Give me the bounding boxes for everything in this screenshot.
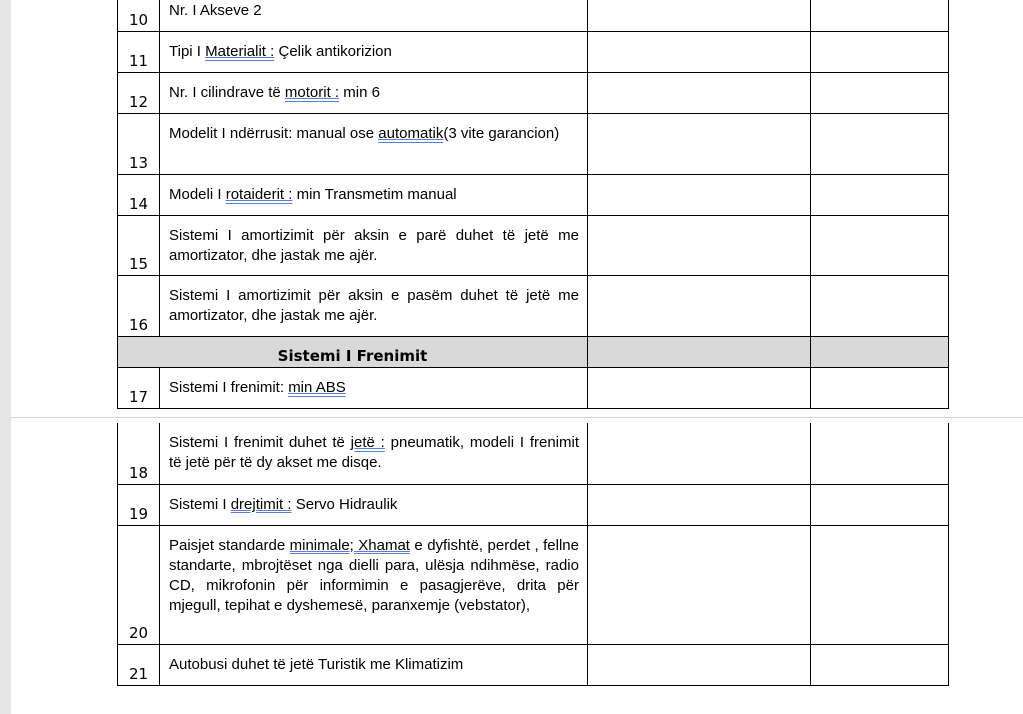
spellcheck-underlined-text: drejtimit : [230,495,292,513]
offer-cell[interactable] [588,216,811,276]
row-description[interactable]: Modelit I ndërrusit: manual ose automatik(3 vite garancion) [160,114,588,175]
section-header-row [118,337,949,368]
remark-cell[interactable] [811,337,949,368]
row-description[interactable]: Tipi I Materialit : Çelik antikorizion [160,32,588,73]
row-number: 18 [118,423,160,484]
table-row [118,216,949,276]
offer-cell[interactable] [588,644,811,685]
spellcheck-underlined-text: Materialit : [205,43,275,60]
row-number: 17 [118,368,160,409]
row-description[interactable]: Nr. I Akseve 2 [160,0,588,32]
table-row [118,276,949,337]
spellcheck-underlined-text: motorit : [284,84,340,101]
spellcheck-underlined-text: automatik [378,125,444,142]
remark-cell[interactable] [811,0,949,32]
table-row [118,368,949,409]
remark-cell[interactable] [811,114,949,175]
row-description[interactable]: Sistemi I frenimit: min ABS [160,368,588,409]
remark-cell[interactable] [811,73,949,114]
row-number: 15 [118,216,160,276]
table-row [118,0,949,32]
row-description[interactable]: Sistemi I amortizimit për aksin e pasëm duhet të jetë me amortizator, dhe jastak me ajër. [160,276,588,337]
row-description[interactable]: Sistemi I amortizimit për aksin e parë duhet të jetë me amortizator, dhe jastak me ajër. [160,216,588,276]
table-row [118,175,949,216]
specification-table-page-2 [117,423,949,686]
offer-cell[interactable] [588,368,811,409]
table-row [118,423,949,484]
remark-cell[interactable] [811,276,949,337]
table-row [118,644,949,685]
row-number: 19 [118,484,160,525]
remark-cell[interactable] [811,644,949,685]
table-row [118,73,949,114]
document-left-margin [0,0,11,714]
offer-cell[interactable] [588,423,811,484]
table-row [118,525,949,644]
spellcheck-underlined-text: min ABS [288,379,346,396]
offer-cell[interactable] [588,175,811,216]
offer-cell[interactable] [588,114,811,175]
offer-cell[interactable] [588,32,811,73]
row-description[interactable]: Modeli I rotaiderit : min Transmetim manual [160,175,588,216]
spellcheck-underlined-text: rotaiderit : [225,186,293,203]
offer-cell[interactable] [588,73,811,114]
offer-cell[interactable] [588,337,811,368]
specification-table-page-1 [117,0,949,409]
row-number: 21 [118,644,160,685]
row-description[interactable]: Sistemi I frenimit duhet të jetë : pneumatik, modeli I frenimit të jetë për të dy akset me disqe. [160,423,588,484]
row-number: 13 [118,114,160,175]
remark-cell[interactable] [811,525,949,644]
offer-cell[interactable] [588,525,811,644]
remark-cell[interactable] [811,32,949,73]
offer-cell[interactable] [588,276,811,337]
spellcheck-underlined-text: minimale; Xhamat [289,536,410,554]
row-number: 14 [118,175,160,216]
table-row [118,484,949,525]
remark-cell[interactable] [811,175,949,216]
remark-cell[interactable] [811,368,949,409]
row-number: 12 [118,73,160,114]
table-row [118,32,949,73]
row-number: 20 [118,525,160,644]
row-number: 10 [118,0,160,32]
row-number: 16 [118,276,160,337]
page-break [11,417,1023,418]
remark-cell[interactable] [811,484,949,525]
section-title: Sistemi I Frenimit [118,337,588,368]
row-description[interactable]: Nr. I cilindrave të motorit : min 6 [160,73,588,114]
offer-cell[interactable] [588,0,811,32]
row-number: 11 [118,32,160,73]
row-description[interactable]: Sistemi I drejtimit : Servo Hidraulik [160,484,588,525]
remark-cell[interactable] [811,423,949,484]
row-description[interactable]: Autobusi duhet të jetë Turistik me Klimatizim [160,644,588,685]
table-row [118,114,949,175]
row-description[interactable]: Paisjet standarde minimale; Xhamat e dyfishtë, perdet , fellne standarte, mbrojtëset nga dielli para, ulësja ndihmëse, radio CD, mikrofonin për informimin e pasagjerëve, drita për mjegull, tepihat e dyshemesë, paranxemje (vebstator), [160,525,588,644]
offer-cell[interactable] [588,484,811,525]
remark-cell[interactable] [811,216,949,276]
spellcheck-underlined-text: jetë : [350,434,385,451]
